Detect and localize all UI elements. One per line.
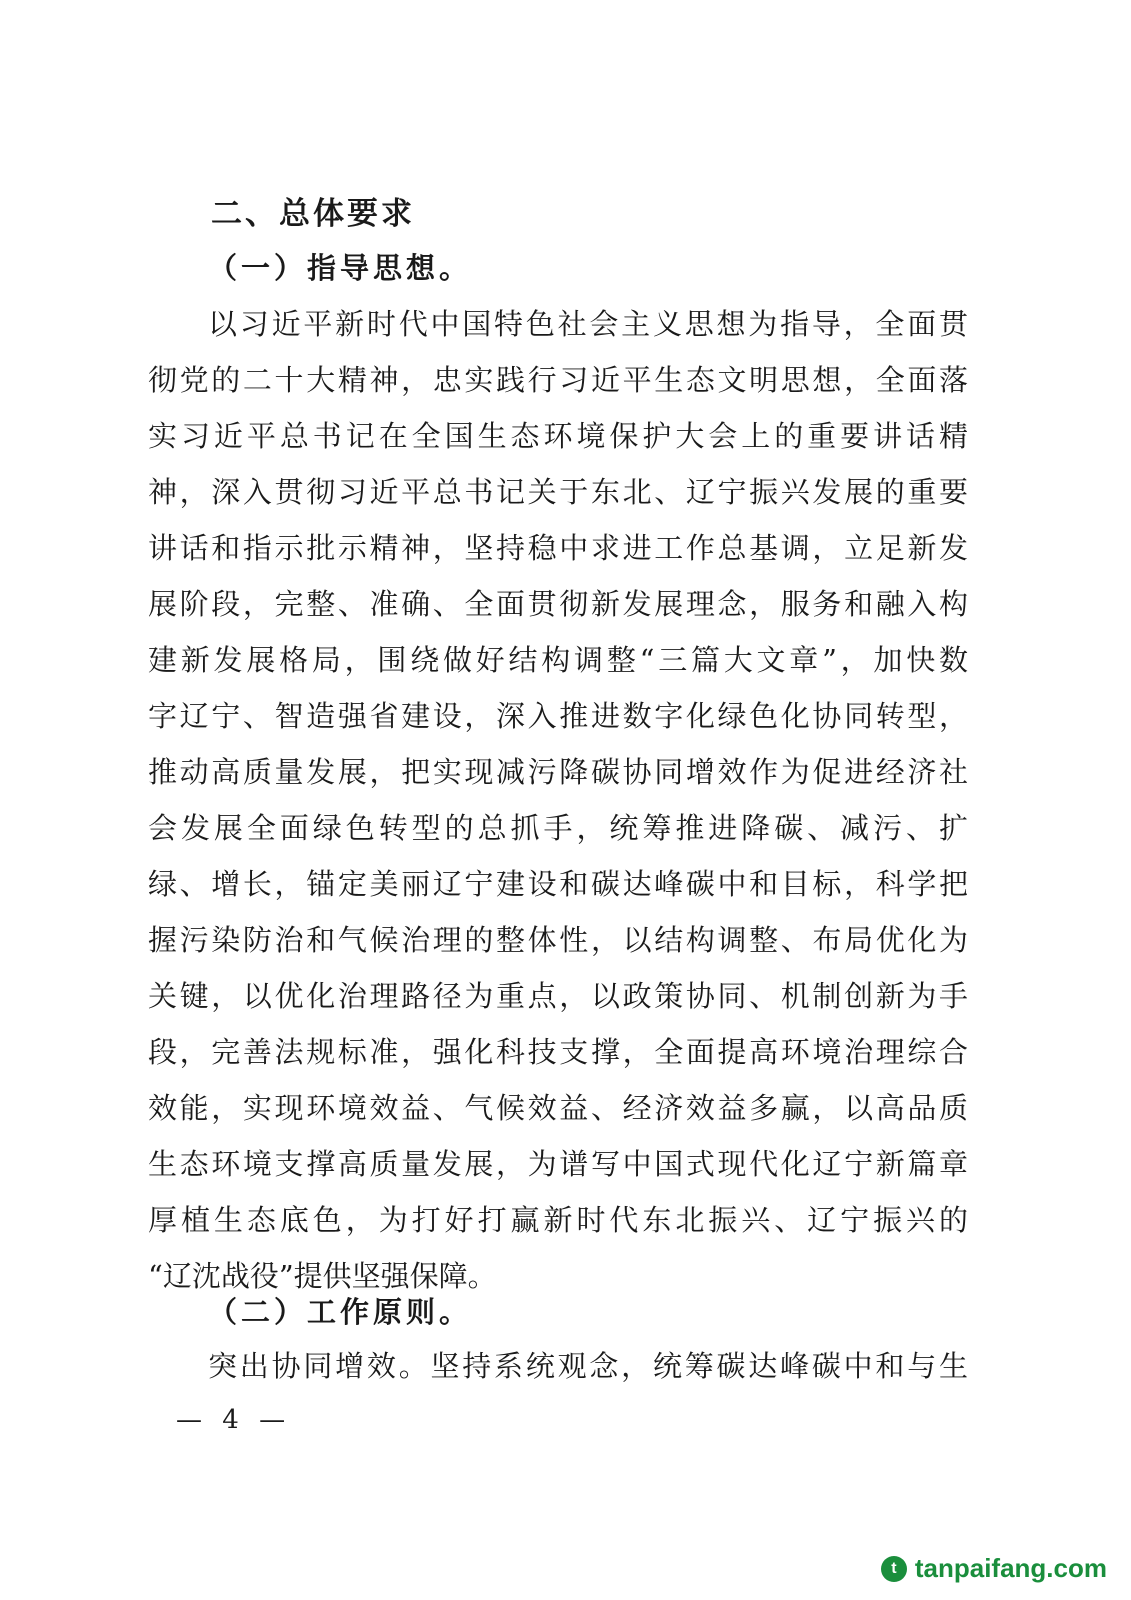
text-line: “辽沈战役”提供坚强保障。 bbox=[148, 1259, 497, 1293]
watermark[interactable] bbox=[881, 1553, 1107, 1584]
leaf-logo-icon: t bbox=[881, 1556, 907, 1582]
text-line: 握污染防治和气候治理的整体性，以结构调整、布局优化为 bbox=[148, 923, 968, 957]
paragraph-work-principles bbox=[148, 1338, 968, 1394]
text-line: 会发展全面绿色转型的总抓手，统筹推进降碳、减污、扩 bbox=[148, 811, 968, 845]
text-line: 关键，以优化治理路径为重点，以政策协同、机制创新为手 bbox=[148, 979, 968, 1013]
text-line: 彻党的二十大精神，忠实践行习近平生态文明思想，全面落 bbox=[148, 363, 968, 397]
text-line: 突出协同增效。坚持系统观念，统筹碳达峰碳中和与生 bbox=[208, 1349, 968, 1383]
section-title: 二、总体要求 bbox=[211, 196, 415, 232]
text-line: 段，完善法规标准，强化科技支撑，全面提高环境治理综合 bbox=[148, 1035, 968, 1069]
text-line: 绿、增长，锚定美丽辽宁建设和碳达峰碳中和目标，科学把 bbox=[148, 867, 968, 901]
text-line: 讲话和指示批示精神，坚持稳中求进工作总基调，立足新发 bbox=[148, 531, 968, 565]
text-line: 以习近平新时代中国特色社会主义思想为指导，全面贯 bbox=[208, 307, 968, 341]
text-line: 生态环境支撑高质量发展，为谱写中国式现代化辽宁新篇章 bbox=[148, 1147, 968, 1181]
page-number: — 4 — bbox=[176, 1405, 292, 1435]
text-line: 厚植生态底色，为打好打赢新时代东北振兴、辽宁振兴的 bbox=[148, 1203, 968, 1237]
text-line: 字辽宁、智造强省建设，深入推进数字化绿色化协同转型， bbox=[148, 699, 968, 733]
text-line: 建新发展格局，围绕做好结构调整“三篇大文章”，加快数 bbox=[148, 643, 968, 677]
paragraph-guiding-thought bbox=[148, 296, 968, 1304]
text-line: 展阶段，完整、准确、全面贯彻新发展理念，服务和融入构 bbox=[148, 587, 968, 621]
subsection-title-guiding-thought: （一）指导思想。 bbox=[208, 251, 473, 285]
watermark-text: tanpaifang.com bbox=[914, 1553, 1107, 1583]
text-line: 实习近平总书记在全国生态环境保护大会上的重要讲话精 bbox=[148, 419, 968, 453]
text-line: 推动高质量发展，把实现减污降碳协同增效作为促进经济社 bbox=[148, 755, 968, 789]
subsection-title-work-principles: （二）工作原则。 bbox=[208, 1295, 473, 1329]
text-line: 神，深入贯彻习近平总书记关于东北、辽宁振兴发展的重要 bbox=[148, 475, 968, 509]
text-line: 效能，实现环境效益、气候效益、经济效益多赢，以高品质 bbox=[148, 1091, 968, 1125]
